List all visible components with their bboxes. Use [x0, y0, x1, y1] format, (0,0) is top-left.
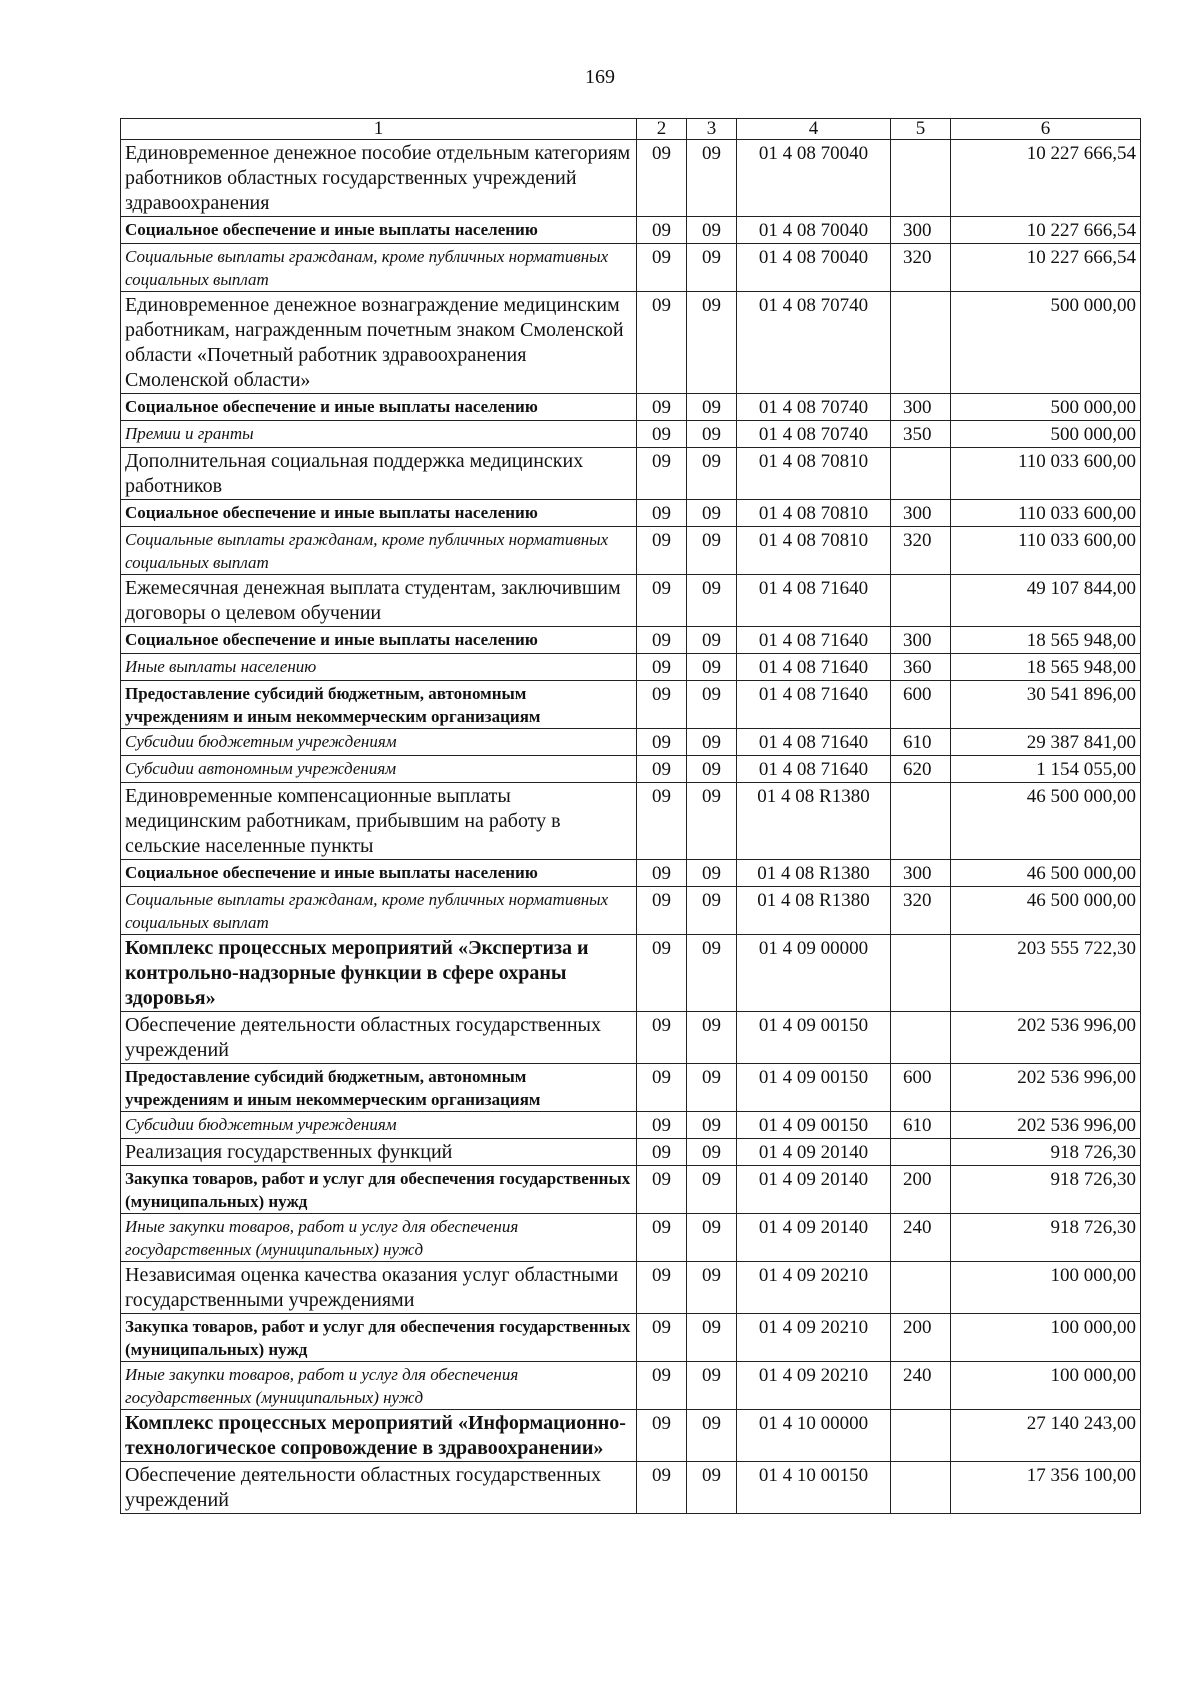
table-row — [121, 860, 1141, 887]
row-section: 09 — [637, 756, 687, 783]
row-name: Реализация государственных функций — [121, 1139, 637, 1166]
row-name: Ежемесячная денежная выплата студентам, заключившим договоры о целевом обучении — [121, 575, 637, 627]
row-target-code: 01 4 08 70040 — [737, 244, 891, 292]
row-expense-type: 610 — [891, 1112, 951, 1139]
table-row — [121, 1462, 1141, 1514]
row-name: Закупка товаров, работ и услуг для обеспечения государственных (муниципальных) нужд — [121, 1314, 637, 1362]
row-target-code: 01 4 09 20210 — [737, 1314, 891, 1362]
header-col-1: 1 — [121, 119, 637, 140]
row-name: Комплекс процессных мероприятий «Экспертиза и контрольно-надзорные функции в сфере охраны здоровья» — [121, 935, 637, 1012]
row-target-code: 01 4 09 20140 — [737, 1166, 891, 1214]
row-subsection: 09 — [687, 627, 737, 654]
row-section: 09 — [637, 860, 687, 887]
row-subsection: 09 — [687, 1139, 737, 1166]
row-amount: 918 726,30 — [951, 1166, 1141, 1214]
row-amount: 30 541 896,00 — [951, 681, 1141, 729]
row-target-code: 01 4 09 20140 — [737, 1139, 891, 1166]
row-name: Обеспечение деятельности областных государственных учреждений — [121, 1012, 637, 1064]
row-target-code: 01 4 08 70040 — [737, 217, 891, 244]
row-amount: 18 565 948,00 — [951, 627, 1141, 654]
row-amount: 918 726,30 — [951, 1139, 1141, 1166]
row-section: 09 — [637, 1262, 687, 1314]
row-expense-type: 240 — [891, 1362, 951, 1410]
row-expense-type — [891, 1410, 951, 1462]
row-amount: 46 500 000,00 — [951, 887, 1141, 935]
row-amount: 10 227 666,54 — [951, 140, 1141, 217]
row-subsection: 09 — [687, 292, 737, 394]
row-subsection: 09 — [687, 575, 737, 627]
row-amount: 100 000,00 — [951, 1314, 1141, 1362]
row-subsection: 09 — [687, 244, 737, 292]
row-section: 09 — [637, 1214, 687, 1262]
row-subsection: 09 — [687, 887, 737, 935]
row-section: 09 — [637, 1314, 687, 1362]
row-amount: 202 536 996,00 — [951, 1012, 1141, 1064]
row-target-code: 01 4 08 70740 — [737, 394, 891, 421]
table-row — [121, 1314, 1141, 1362]
row-expense-type — [891, 448, 951, 500]
table-row — [121, 575, 1141, 627]
row-expense-type: 200 — [891, 1314, 951, 1362]
row-expense-type: 320 — [891, 887, 951, 935]
row-amount: 500 000,00 — [951, 421, 1141, 448]
row-target-code: 01 4 08 71640 — [737, 575, 891, 627]
row-subsection: 09 — [687, 1362, 737, 1410]
row-name: Иные выплаты населению — [121, 654, 637, 681]
row-subsection: 09 — [687, 1462, 737, 1514]
row-name: Иные закупки товаров, работ и услуг для обеспечения государственных (муниципальных) нужд — [121, 1214, 637, 1262]
table-row — [121, 1166, 1141, 1214]
row-section: 09 — [637, 1462, 687, 1514]
row-section: 09 — [637, 1139, 687, 1166]
row-expense-type: 300 — [891, 860, 951, 887]
row-amount: 500 000,00 — [951, 292, 1141, 394]
header-col-4: 4 — [737, 119, 891, 140]
row-expense-type: 610 — [891, 729, 951, 756]
table-row — [121, 421, 1141, 448]
row-expense-type — [891, 1139, 951, 1166]
row-expense-type: 350 — [891, 421, 951, 448]
row-subsection: 09 — [687, 140, 737, 217]
row-section: 09 — [637, 1012, 687, 1064]
row-subsection: 09 — [687, 1012, 737, 1064]
row-amount: 1 154 055,00 — [951, 756, 1141, 783]
table-row — [121, 1139, 1141, 1166]
table-row — [121, 1012, 1141, 1064]
row-amount: 110 033 600,00 — [951, 448, 1141, 500]
row-name: Субсидии автономным учреждениям — [121, 756, 637, 783]
row-name: Комплекс процессных мероприятий «Информационно-технологическое сопровождение в здравоохранении» — [121, 1410, 637, 1462]
row-name: Социальные выплаты гражданам, кроме публичных нормативных социальных выплат — [121, 887, 637, 935]
header-col-5: 5 — [891, 119, 951, 140]
row-name: Социальное обеспечение и иные выплаты населению — [121, 394, 637, 421]
row-subsection: 09 — [687, 860, 737, 887]
table-row — [121, 527, 1141, 575]
row-target-code: 01 4 08 71640 — [737, 681, 891, 729]
row-section: 09 — [637, 421, 687, 448]
row-expense-type: 320 — [891, 244, 951, 292]
row-name: Социальное обеспечение и иные выплаты населению — [121, 860, 637, 887]
row-section: 09 — [637, 1064, 687, 1112]
row-expense-type: 300 — [891, 217, 951, 244]
row-section: 09 — [637, 729, 687, 756]
row-subsection: 09 — [687, 756, 737, 783]
row-amount: 10 227 666,54 — [951, 217, 1141, 244]
row-target-code: 01 4 08 R1380 — [737, 860, 891, 887]
row-amount: 10 227 666,54 — [951, 244, 1141, 292]
row-section: 09 — [637, 887, 687, 935]
row-amount: 18 565 948,00 — [951, 654, 1141, 681]
row-name: Единовременное денежное пособие отдельным категориям работников областных государственных учреждений здравоохранения — [121, 140, 637, 217]
row-name: Субсидии бюджетным учреждениям — [121, 729, 637, 756]
table-row — [121, 1112, 1141, 1139]
row-expense-type — [891, 575, 951, 627]
table-row — [121, 627, 1141, 654]
table-row — [121, 783, 1141, 860]
row-expense-type — [891, 140, 951, 217]
table-row — [121, 394, 1141, 421]
row-target-code: 01 4 10 00150 — [737, 1462, 891, 1514]
row-subsection: 09 — [687, 1064, 737, 1112]
row-amount: 29 387 841,00 — [951, 729, 1141, 756]
row-name: Социальные выплаты гражданам, кроме публичных нормативных социальных выплат — [121, 244, 637, 292]
table-row — [121, 1410, 1141, 1462]
row-subsection: 09 — [687, 1262, 737, 1314]
row-target-code: 01 4 08 70810 — [737, 448, 891, 500]
row-amount: 46 500 000,00 — [951, 783, 1141, 860]
row-target-code: 01 4 08 R1380 — [737, 887, 891, 935]
row-expense-type: 360 — [891, 654, 951, 681]
row-subsection: 09 — [687, 1410, 737, 1462]
row-subsection: 09 — [687, 1166, 737, 1214]
row-name: Социальное обеспечение и иные выплаты населению — [121, 500, 637, 527]
row-expense-type: 300 — [891, 627, 951, 654]
budget-table — [120, 118, 1141, 1514]
row-expense-type — [891, 1262, 951, 1314]
row-target-code: 01 4 09 20140 — [737, 1214, 891, 1262]
table-row — [121, 1064, 1141, 1112]
row-expense-type: 200 — [891, 1166, 951, 1214]
table-row — [121, 1214, 1141, 1262]
table-header-row — [121, 119, 1141, 140]
row-expense-type — [891, 1462, 951, 1514]
row-section: 09 — [637, 627, 687, 654]
row-amount: 500 000,00 — [951, 394, 1141, 421]
row-target-code: 01 4 08 70740 — [737, 421, 891, 448]
row-name: Субсидии бюджетным учреждениям — [121, 1112, 637, 1139]
row-amount: 203 555 722,30 — [951, 935, 1141, 1012]
row-target-code: 01 4 09 20210 — [737, 1362, 891, 1410]
row-subsection: 09 — [687, 527, 737, 575]
row-expense-type: 300 — [891, 394, 951, 421]
row-target-code: 01 4 08 71640 — [737, 627, 891, 654]
row-amount: 17 356 100,00 — [951, 1462, 1141, 1514]
row-expense-type: 600 — [891, 681, 951, 729]
row-subsection: 09 — [687, 783, 737, 860]
row-expense-type — [891, 292, 951, 394]
row-section: 09 — [637, 244, 687, 292]
row-section: 09 — [637, 681, 687, 729]
row-subsection: 09 — [687, 394, 737, 421]
row-target-code: 01 4 09 00150 — [737, 1112, 891, 1139]
row-name: Социальные выплаты гражданам, кроме публичных нормативных социальных выплат — [121, 527, 637, 575]
header-col-2: 2 — [637, 119, 687, 140]
table-row — [121, 654, 1141, 681]
row-amount: 49 107 844,00 — [951, 575, 1141, 627]
row-name: Обеспечение деятельности областных государственных учреждений — [121, 1462, 637, 1514]
row-name: Премии и гранты — [121, 421, 637, 448]
row-name: Социальное обеспечение и иные выплаты населению — [121, 217, 637, 244]
row-amount: 46 500 000,00 — [951, 860, 1141, 887]
row-target-code: 01 4 08 R1380 — [737, 783, 891, 860]
row-section: 09 — [637, 527, 687, 575]
row-section: 09 — [637, 575, 687, 627]
row-section: 09 — [637, 1362, 687, 1410]
row-subsection: 09 — [687, 681, 737, 729]
row-expense-type — [891, 783, 951, 860]
table-row — [121, 1262, 1141, 1314]
row-amount: 202 536 996,00 — [951, 1064, 1141, 1112]
row-expense-type: 600 — [891, 1064, 951, 1112]
row-target-code: 01 4 08 70810 — [737, 500, 891, 527]
row-section: 09 — [637, 448, 687, 500]
row-expense-type — [891, 935, 951, 1012]
row-section: 09 — [637, 394, 687, 421]
row-section: 09 — [637, 500, 687, 527]
row-name: Предоставление субсидий бюджетным, автономным учреждениям и иным некоммерческим организациям — [121, 1064, 637, 1112]
row-name: Закупка товаров, работ и услуг для обеспечения государственных (муниципальных) нужд — [121, 1166, 637, 1214]
row-target-code: 01 4 08 70040 — [737, 140, 891, 217]
row-amount: 202 536 996,00 — [951, 1112, 1141, 1139]
row-target-code: 01 4 09 00000 — [737, 935, 891, 1012]
header-col-6: 6 — [951, 119, 1141, 140]
row-amount: 100 000,00 — [951, 1262, 1141, 1314]
table-row — [121, 681, 1141, 729]
row-subsection: 09 — [687, 448, 737, 500]
table-row — [121, 1362, 1141, 1410]
header-col-3: 3 — [687, 119, 737, 140]
row-section: 09 — [637, 140, 687, 217]
row-name: Социальное обеспечение и иные выплаты населению — [121, 627, 637, 654]
table-row — [121, 756, 1141, 783]
row-expense-type: 240 — [891, 1214, 951, 1262]
row-target-code: 01 4 08 71640 — [737, 729, 891, 756]
table-row — [121, 935, 1141, 1012]
table-row — [121, 500, 1141, 527]
row-subsection: 09 — [687, 935, 737, 1012]
row-section: 09 — [637, 292, 687, 394]
row-target-code: 01 4 09 00150 — [737, 1012, 891, 1064]
row-subsection: 09 — [687, 1214, 737, 1262]
row-amount: 110 033 600,00 — [951, 500, 1141, 527]
row-subsection: 09 — [687, 500, 737, 527]
row-name: Независимая оценка качества оказания услуг областными государственными учреждениями — [121, 1262, 637, 1314]
row-expense-type: 620 — [891, 756, 951, 783]
row-section: 09 — [637, 217, 687, 244]
row-name: Дополнительная социальная поддержка медицинских работников — [121, 448, 637, 500]
row-amount: 918 726,30 — [951, 1214, 1141, 1262]
row-target-code: 01 4 09 00150 — [737, 1064, 891, 1112]
row-subsection: 09 — [687, 1314, 737, 1362]
row-expense-type — [891, 1012, 951, 1064]
row-subsection: 09 — [687, 217, 737, 244]
row-section: 09 — [637, 1166, 687, 1214]
row-section: 09 — [637, 935, 687, 1012]
row-target-code: 01 4 08 71640 — [737, 654, 891, 681]
row-section: 09 — [637, 1112, 687, 1139]
row-subsection: 09 — [687, 729, 737, 756]
row-section: 09 — [637, 1410, 687, 1462]
row-subsection: 09 — [687, 421, 737, 448]
table-row — [121, 448, 1141, 500]
table-row — [121, 887, 1141, 935]
table-row — [121, 244, 1141, 292]
row-target-code: 01 4 09 20210 — [737, 1262, 891, 1314]
page-number: 169 — [585, 66, 615, 88]
row-name: Единовременное денежное вознаграждение медицинским работникам, награжденным почетным знаком Смоленской области «Почетный работник здравоохранения Смоленской области» — [121, 292, 637, 394]
table-row — [121, 729, 1141, 756]
row-target-code: 01 4 08 70740 — [737, 292, 891, 394]
row-section: 09 — [637, 654, 687, 681]
row-amount: 100 000,00 — [951, 1362, 1141, 1410]
row-target-code: 01 4 08 71640 — [737, 756, 891, 783]
table-row — [121, 140, 1141, 217]
row-section: 09 — [637, 783, 687, 860]
row-target-code: 01 4 08 70810 — [737, 527, 891, 575]
table-row — [121, 217, 1141, 244]
row-expense-type: 300 — [891, 500, 951, 527]
row-subsection: 09 — [687, 654, 737, 681]
row-expense-type: 320 — [891, 527, 951, 575]
row-target-code: 01 4 10 00000 — [737, 1410, 891, 1462]
row-amount: 110 033 600,00 — [951, 527, 1141, 575]
table-row — [121, 292, 1141, 394]
row-name: Иные закупки товаров, работ и услуг для обеспечения государственных (муниципальных) нужд — [121, 1362, 637, 1410]
row-amount: 27 140 243,00 — [951, 1410, 1141, 1462]
row-name: Предоставление субсидий бюджетным, автономным учреждениям и иным некоммерческим организациям — [121, 681, 637, 729]
row-name: Единовременные компенсационные выплаты медицинским работникам, прибывшим на работу в сельские населенные пункты — [121, 783, 637, 860]
row-subsection: 09 — [687, 1112, 737, 1139]
